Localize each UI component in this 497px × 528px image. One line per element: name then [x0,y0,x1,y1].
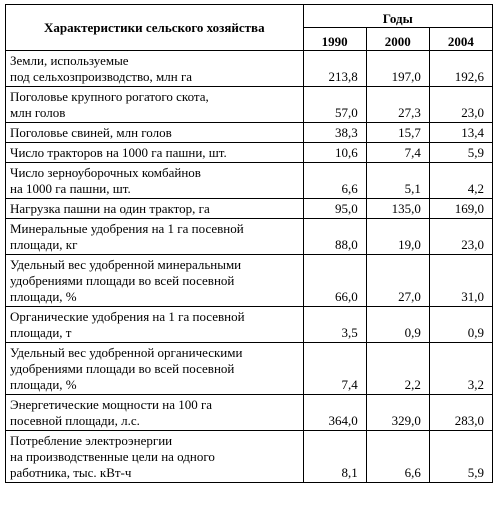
value-cell-2004: 3,2 [429,343,492,395]
value-cell-2004: 5,9 [429,143,492,163]
row-label: Число тракторов на 1000 га пашни, шт. [6,143,304,163]
value-cell-2004: 192,6 [429,51,492,87]
value-cell-2004: 4,2 [429,163,492,199]
value-cell-2000: 27,0 [366,255,429,307]
row-label: Поголовье свиней, млн голов [6,123,304,143]
table-body [6,51,493,483]
value-cell-2004: 23,0 [429,87,492,123]
value-cell-1990: 364,0 [303,395,366,431]
value-cell-2000: 135,0 [366,199,429,219]
row-label: Потребление электроэнергии на производственные цели на одного работника, тыс. кВт-ч [6,431,304,483]
value-cell-2004: 5,9 [429,431,492,483]
value-cell-1990: 88,0 [303,219,366,255]
table-row [6,431,493,483]
value-cell-2000: 197,0 [366,51,429,87]
table-row [6,199,493,219]
value-cell-1990: 213,8 [303,51,366,87]
value-cell-1990: 66,0 [303,255,366,307]
row-label: Удельный вес удобренной органическими удобрениями площади во всей посевной площади, % [6,343,304,395]
value-cell-1990: 95,0 [303,199,366,219]
value-cell-2000: 19,0 [366,219,429,255]
table-row [6,163,493,199]
value-cell-2004: 23,0 [429,219,492,255]
value-cell-1990: 7,4 [303,343,366,395]
value-cell-2000: 2,2 [366,343,429,395]
row-label: Удельный вес удобренной минеральными удобрениями площади во всей посевной площади, % [6,255,304,307]
table-row [6,87,493,123]
table-row [6,219,493,255]
table-row [6,51,493,87]
table-row [6,395,493,431]
value-cell-2004: 0,9 [429,307,492,343]
value-cell-1990: 57,0 [303,87,366,123]
row-label: Энергетические мощности на 100 га посевной площади, л.с. [6,395,304,431]
value-cell-2000: 7,4 [366,143,429,163]
value-cell-2000: 15,7 [366,123,429,143]
agriculture-table [5,4,493,483]
row-label: Минеральные удобрения на 1 га посевной площади, кг [6,219,304,255]
value-cell-1990: 8,1 [303,431,366,483]
value-cell-2004: 31,0 [429,255,492,307]
value-cell-2000: 0,9 [366,307,429,343]
value-cell-2000: 5,1 [366,163,429,199]
row-label: Нагрузка пашни на один трактор, га [6,199,304,219]
year-header-2004: 2004 [429,28,492,51]
value-cell-2004: 13,4 [429,123,492,143]
row-label: Поголовье крупного рогатого скота, млн голов [6,87,304,123]
years-group-header: Годы [303,5,492,28]
year-header-2000: 2000 [366,28,429,51]
year-header-1990: 1990 [303,28,366,51]
row-label: Число зерноуборочных комбайнов на 1000 га пашни, шт. [6,163,304,199]
value-cell-2000: 27,3 [366,87,429,123]
value-cell-1990: 6,6 [303,163,366,199]
value-cell-1990: 3,5 [303,307,366,343]
value-cell-2004: 169,0 [429,199,492,219]
row-label: Органические удобрения на 1 га посевной площади, т [6,307,304,343]
table-row [6,123,493,143]
value-cell-1990: 10,6 [303,143,366,163]
table-row [6,343,493,395]
value-cell-2000: 329,0 [366,395,429,431]
value-cell-2004: 283,0 [429,395,492,431]
table-row [6,143,493,163]
table-row [6,307,493,343]
row-label: Земли, используемые под сельхозпроизводство, млн га [6,51,304,87]
table-row [6,255,493,307]
characteristic-header: Характеристики сельского хозяйства [6,5,304,51]
value-cell-2000: 6,6 [366,431,429,483]
value-cell-1990: 38,3 [303,123,366,143]
